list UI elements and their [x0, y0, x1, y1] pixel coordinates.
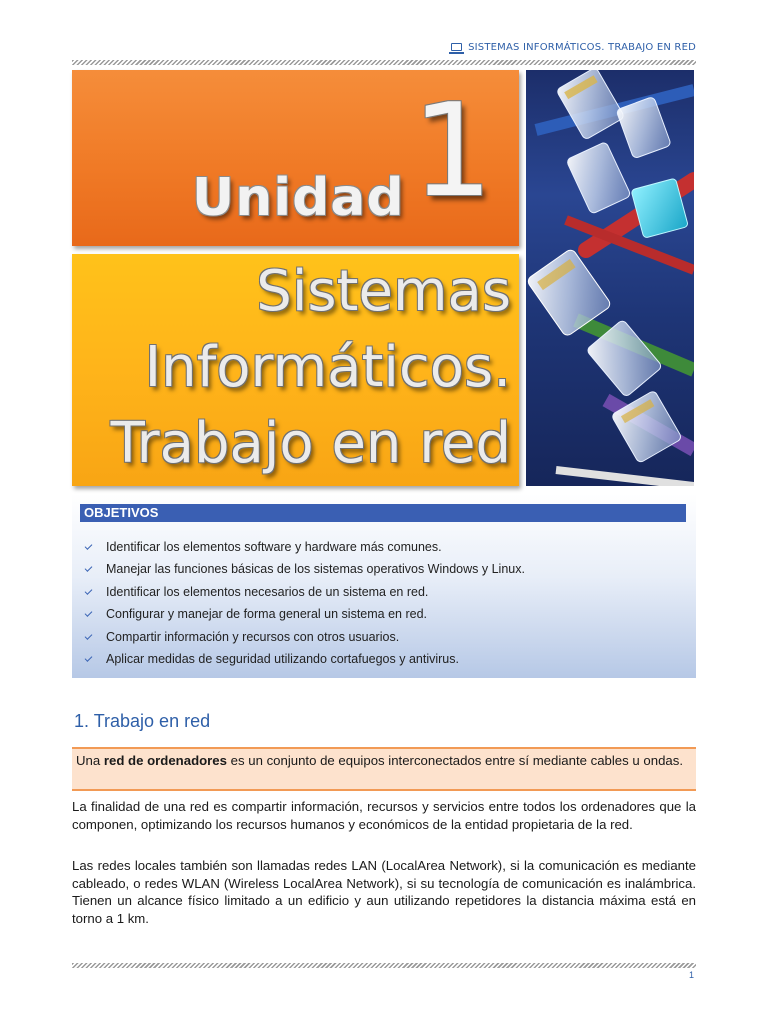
- objective-text: Compartir información y recursos con otros usuarios.: [106, 629, 400, 644]
- footer-divider: [72, 963, 696, 968]
- objective-text: Manejar las funciones básicas de los sistemas operativos Windows y Linux.: [106, 562, 525, 577]
- objective-item: [84, 558, 525, 580]
- objective-item: [84, 626, 525, 648]
- objective-item: [84, 581, 525, 603]
- unit-label: Unidad: [192, 168, 405, 228]
- section-heading: 1. Trabajo en red: [74, 711, 211, 731]
- objectives-heading: OBJETIVOS: [80, 504, 686, 522]
- objectives-list: [84, 536, 525, 670]
- checkmark-icon: [85, 609, 93, 617]
- objective-text: Identificar los elementos software y hardware más comunes.: [106, 540, 442, 554]
- objective-item: [84, 648, 525, 670]
- checkmark-icon: [85, 654, 93, 662]
- objective-text: Identificar los elementos necesarios de un sistema en red.: [106, 584, 429, 599]
- running-header-text: SISTEMAS INFORMÁTICOS. TRABAJO EN RED: [468, 42, 696, 53]
- checkmark-icon: [85, 565, 93, 573]
- objective-text: Aplicar medidas de seguridad utilizando cortafuegos y antivirus.: [106, 652, 459, 667]
- checkmark-icon: [85, 542, 93, 550]
- network-cables-illustration: [526, 70, 694, 486]
- unit-title-banner: [72, 254, 519, 486]
- definition-box: [72, 747, 696, 791]
- header-divider: [72, 60, 696, 65]
- unit-number: 1: [411, 77, 493, 226]
- unit-banner: [72, 70, 519, 246]
- page-number: 1: [688, 970, 694, 980]
- checkmark-icon: [85, 587, 93, 595]
- body-paragraph: Las redes locales también son llamadas redes LAN (LocalArea Network), si la comunicación es mediante cableado, o redes WLAN (Wireless LocalArea Network), si su tecnología de comunicación es inalámbrica. Tienen un alcance físico limitado a un edificio y aun utilizando repetidores la distancia máxima está en torno a 1 km.: [72, 858, 696, 926]
- network-cables-photo: [526, 70, 694, 486]
- checkmark-icon: [85, 632, 93, 640]
- definition-prefix: Una: [76, 753, 104, 768]
- objective-item: [84, 536, 525, 558]
- objective-item: [84, 603, 525, 625]
- body-paragraph: La finalidad de una red es compartir información, recursos y servicios entre todos los ordenadores que la componen, optimizando los recursos humanos y económicos de la entidad propietaria de la red.: [72, 799, 696, 832]
- definition-text: es un conjunto de equipos interconectados entre sí mediante cables u ondas.: [226, 753, 683, 768]
- running-header: [72, 42, 696, 58]
- objectives-panel: [72, 494, 696, 678]
- computer-icon: [451, 43, 462, 51]
- unit-title-line: Informáticos.: [144, 335, 511, 400]
- unit-title-line: Trabajo en red: [110, 411, 511, 476]
- objective-text: Configurar y manejar de forma general un sistema en red.: [106, 607, 427, 622]
- definition-term: red de ordenadores: [103, 753, 227, 768]
- unit-title-line: Sistemas: [256, 259, 511, 324]
